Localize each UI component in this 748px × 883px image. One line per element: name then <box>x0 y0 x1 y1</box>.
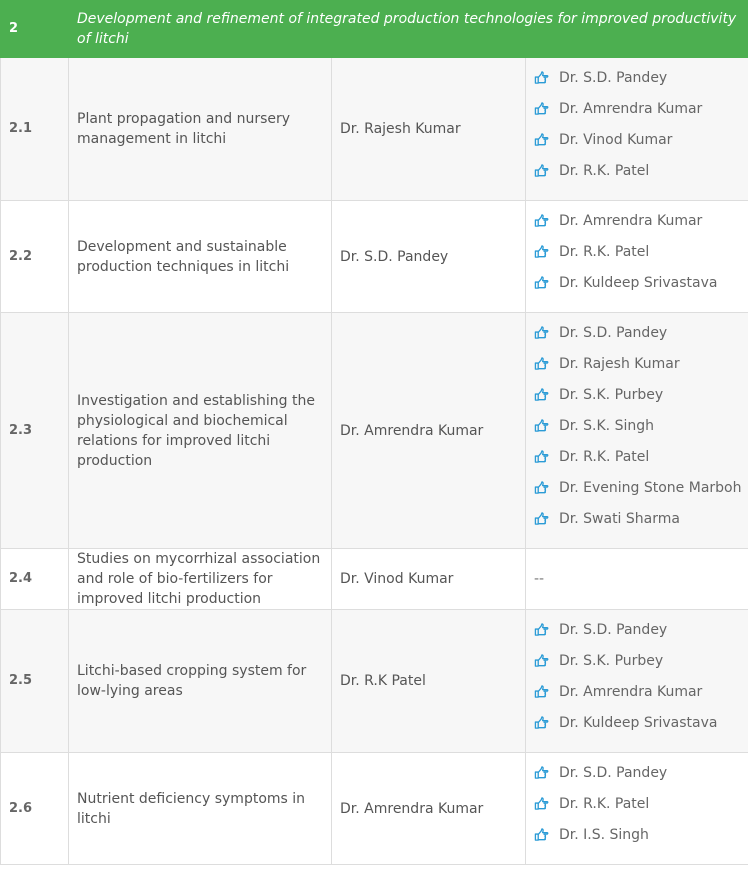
team-member <box>534 509 740 540</box>
project-team <box>526 201 748 313</box>
team-member-name: Dr. I.S. Singh <box>559 827 649 843</box>
pointing-hand-icon <box>534 480 549 495</box>
pointing-hand-icon <box>534 418 549 433</box>
empty-team-placeholder: -- <box>534 571 545 587</box>
team-member-name: Dr. S.K. Purbey <box>559 653 664 669</box>
team-member <box>534 620 740 651</box>
team-member-name: Dr. Amrendra Kumar <box>559 684 703 700</box>
team-member <box>534 651 740 682</box>
project-team <box>526 610 748 753</box>
pointing-hand-icon <box>534 449 549 464</box>
team-member-list <box>534 753 740 864</box>
team-member <box>534 354 740 385</box>
section-header-row <box>1 1 748 58</box>
pointing-hand-icon <box>534 244 549 259</box>
team-member <box>534 99 740 130</box>
pointing-hand-icon <box>534 622 549 637</box>
team-member-name: Dr. Amrendra Kumar <box>559 101 703 117</box>
team-member-name: Dr. R.K. Patel <box>559 449 650 465</box>
team-member-list <box>534 610 740 752</box>
team-member-name: Dr. Amrendra Kumar <box>559 213 703 229</box>
team-member <box>534 323 740 354</box>
team-member-name: Dr. R.K. Patel <box>559 244 650 260</box>
project-team <box>526 58 748 201</box>
pointing-hand-icon <box>534 213 549 228</box>
team-member-name: Dr. Kuldeep Srivastava <box>559 275 718 291</box>
pointing-hand-icon <box>534 101 549 116</box>
project-row-2-2 <box>1 201 748 313</box>
project-lead: Dr. S.D. Pandey <box>332 201 526 313</box>
project-row-2-6 <box>1 753 748 865</box>
project-lead: Dr. Amrendra Kumar <box>332 753 526 865</box>
pointing-hand-icon <box>534 275 549 290</box>
team-member-name: Dr. S.D. Pandey <box>559 325 668 341</box>
project-title: Development and sustainable production techniques in litchi <box>69 201 332 313</box>
project-lead: Dr. Amrendra Kumar <box>332 313 526 549</box>
pointing-hand-icon <box>534 325 549 340</box>
team-member <box>534 161 740 192</box>
team-member-name: Dr. S.D. Pandey <box>559 765 668 781</box>
team-member <box>534 385 740 416</box>
project-row-2-5 <box>1 610 748 753</box>
project-title: Nutrient deficiency symptoms in litchi <box>69 753 332 865</box>
pointing-hand-icon <box>534 356 549 371</box>
team-member <box>534 416 740 447</box>
team-member <box>534 682 740 713</box>
team-member <box>534 794 740 825</box>
pointing-hand-icon <box>534 163 549 178</box>
team-member-list <box>534 313 740 548</box>
pointing-hand-icon <box>534 827 549 842</box>
team-member-name: Dr. S.K. Singh <box>559 418 654 434</box>
team-member <box>534 242 740 273</box>
project-row-2-4 <box>1 549 748 610</box>
team-member-name: Dr. Swati Sharma <box>559 511 680 527</box>
project-id: 2.2 <box>1 201 69 313</box>
project-team <box>526 549 748 610</box>
project-row-2-1 <box>1 58 748 201</box>
team-member <box>534 478 740 509</box>
project-team <box>526 753 748 865</box>
project-table-body <box>1 1 748 865</box>
pointing-hand-icon <box>534 653 549 668</box>
team-member <box>534 273 740 304</box>
project-team <box>526 313 748 549</box>
team-member-name: Dr. Vinod Kumar <box>559 132 673 148</box>
team-member-name: Dr. R.K. Patel <box>559 796 650 812</box>
project-id: 2.5 <box>1 610 69 753</box>
team-member <box>534 447 740 478</box>
team-member-list <box>534 201 740 312</box>
project-id: 2.6 <box>1 753 69 865</box>
pointing-hand-icon <box>534 70 549 85</box>
team-member-name: Dr. R.K. Patel <box>559 163 650 179</box>
project-title: Litchi-based cropping system for low-lying areas <box>69 610 332 753</box>
team-member <box>534 211 740 242</box>
pointing-hand-icon <box>534 132 549 147</box>
project-title: Studies on mycorrhizal association and role of bio-fertilizers for improved litchi production <box>69 549 332 610</box>
team-member-name: Dr. S.D. Pandey <box>559 70 668 86</box>
team-member-name: Dr. S.D. Pandey <box>559 622 668 638</box>
team-member <box>534 763 740 794</box>
project-lead: Dr. R.K Patel <box>332 610 526 753</box>
project-id: 2.1 <box>1 58 69 201</box>
team-member-name: Dr. Kuldeep Srivastava <box>559 715 718 731</box>
team-member-name: Dr. S.K. Purbey <box>559 387 664 403</box>
pointing-hand-icon <box>534 715 549 730</box>
project-lead: Dr. Rajesh Kumar <box>332 58 526 201</box>
pointing-hand-icon <box>534 511 549 526</box>
team-member-list <box>534 58 740 200</box>
section-number: 2 <box>1 1 69 58</box>
project-id: 2.3 <box>1 313 69 549</box>
pointing-hand-icon <box>534 684 549 699</box>
team-member <box>534 130 740 161</box>
section-title: Development and refinement of integrated production technologies for improved productivity of litchi <box>69 1 748 58</box>
project-id: 2.4 <box>1 549 69 610</box>
team-member-name: Dr. Rajesh Kumar <box>559 356 680 372</box>
team-member-name: Dr. Evening Stone Marboh <box>559 480 742 496</box>
project-title: Investigation and establishing the physiological and biochemical relations for improved litchi production <box>69 313 332 549</box>
pointing-hand-icon <box>534 387 549 402</box>
team-member <box>534 713 740 744</box>
pointing-hand-icon <box>534 765 549 780</box>
project-row-2-3 <box>1 313 748 549</box>
team-member <box>534 825 740 856</box>
project-lead: Dr. Vinod Kumar <box>332 549 526 610</box>
project-title: Plant propagation and nursery management in litchi <box>69 58 332 201</box>
team-member <box>534 68 740 99</box>
pointing-hand-icon <box>534 796 549 811</box>
